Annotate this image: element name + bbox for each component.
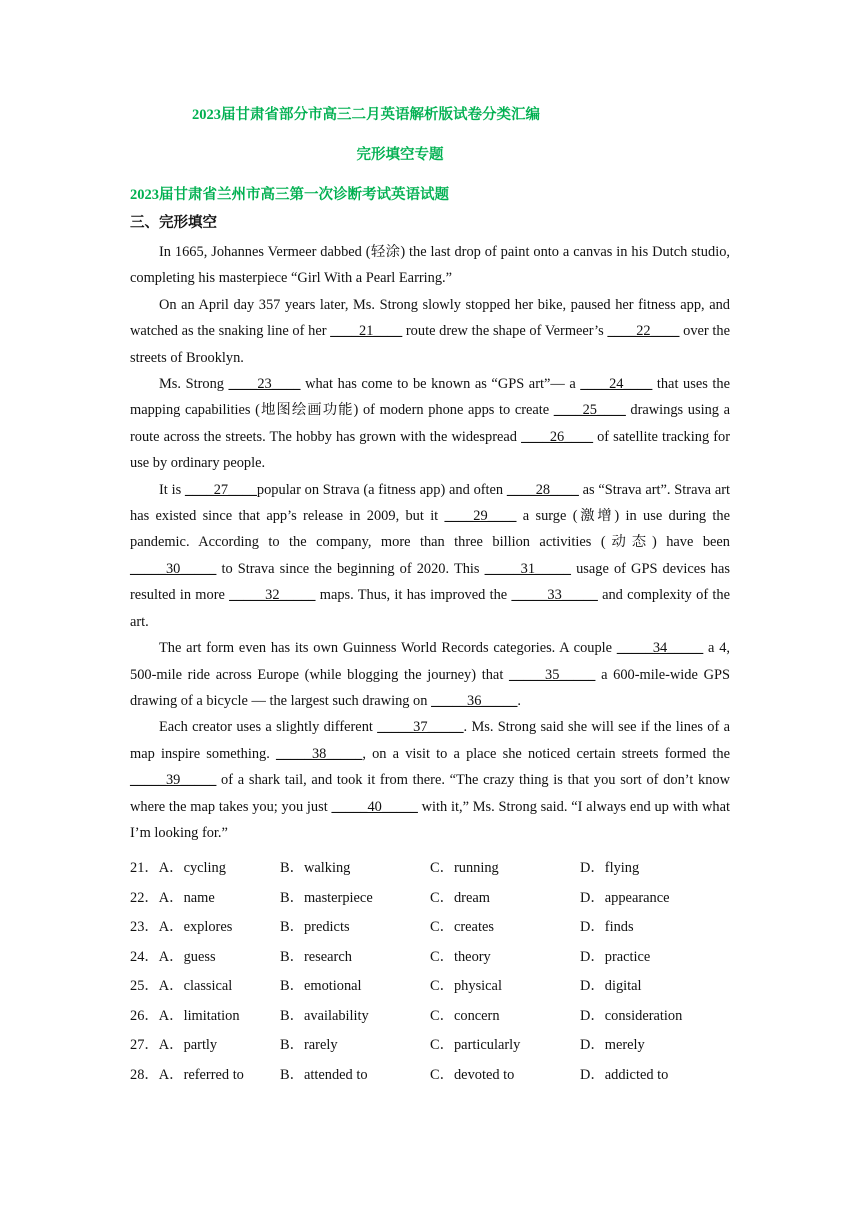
blank-29: ____29____ (444, 508, 517, 525)
blank-35: _____35_____ (509, 666, 596, 683)
option-c: C．running (430, 860, 499, 876)
option-b: B．predicts (280, 919, 350, 935)
question-row-22 (130, 884, 730, 914)
option-b: B．emotional (280, 978, 362, 994)
paragraph-text: . Ms. Strong said she will see if the lines of a map inspire something. (130, 719, 730, 762)
option-d: D．flying (580, 860, 640, 876)
blank-34: _____34_____ (616, 640, 704, 657)
paragraph-text: maps. Thus, it has improved the (315, 587, 512, 604)
question-row-23 (130, 913, 730, 943)
paragraph-text: On an April day 357 years later, Ms. Strong slowly stopped her bike, paused her fitness app, and watched as the snaking line of her (130, 296, 730, 340)
exam-title: 2023届甘肃省兰州市高三第一次诊断考试英语试题 (130, 187, 449, 203)
paragraph-text: route drew the shape of Vermeer’s (402, 323, 608, 340)
option-d: D．practice (580, 948, 651, 965)
option-b: B．availability (280, 1007, 369, 1024)
paragraph-text: of satellite tracking for use by ordinary people. (130, 428, 730, 472)
option-a: 28．A．referred to (130, 1066, 244, 1083)
question-row-27 (130, 1031, 730, 1061)
option-b: B．walking (280, 860, 351, 876)
blank-21: ____21____ (330, 323, 403, 340)
paragraph-text: what has come to be known as “GPS art”— a (300, 376, 581, 393)
blank-37: _____37_____ (377, 719, 464, 736)
option-a: 21．A．cycling (130, 860, 226, 876)
question-row-26 (130, 1002, 730, 1032)
blank-31: _____31_____ (484, 560, 571, 577)
topic-title-text: 完形填空专题 (356, 147, 444, 163)
paragraph-text: to Strava since the beginning of 2020. This (216, 560, 485, 577)
blank-26: ____26____ (521, 428, 594, 445)
question-row-24 (130, 943, 730, 973)
blank-38: _____38_____ (276, 745, 363, 762)
main-title: 2023届甘肃省部分市高三二月英语解析版试卷分类汇编 (192, 107, 540, 123)
paragraph-text: It is (159, 481, 185, 498)
blank-36: _____36_____ (431, 692, 518, 709)
option-d: D．finds (580, 919, 634, 935)
paragraph-6 (130, 714, 730, 846)
option-d: D．consideration (580, 1007, 683, 1024)
option-b: B．rarely (280, 1037, 338, 1053)
paragraph-text: as “Strava art”. Strava art has existed since that app’s release in 2009, but it (130, 481, 731, 525)
blank-40: _____40_____ (331, 798, 418, 815)
option-b: B．masterpiece (280, 889, 373, 906)
paragraph-text: a 4, 500-mile ride across Europe (while blogging the journey) that (130, 640, 730, 683)
paragraph-text: . (517, 692, 522, 709)
option-c: C．creates (430, 919, 494, 935)
option-a: 22．A．name (130, 889, 215, 906)
paragraph-text: Each creator uses a slightly different (159, 719, 378, 736)
paragraph-text: that uses the mapping capabilities (地图绘画功能) of modern phone apps to create (130, 376, 730, 419)
blank-24: ____24____ (580, 376, 653, 393)
option-c: C．dream (430, 889, 490, 906)
paragraph-1 (130, 239, 730, 292)
blank-22: ____22____ (607, 323, 680, 340)
paragraph-text: drawings using a route across the streets. The hobby has grown with the widespread (130, 402, 730, 445)
option-a: 24．A．guess (130, 948, 216, 965)
option-a: 26．A．limitation (130, 1007, 240, 1024)
option-c: C．particularly (430, 1037, 521, 1053)
question-row-25 (130, 972, 730, 1002)
option-a: 27．A．partly (130, 1037, 218, 1053)
question-row-21 (130, 854, 730, 884)
paragraph-text: The art form even has its own Guinness World Records categories. A couple (159, 640, 617, 657)
blank-33: _____33_____ (511, 587, 598, 604)
paragraph-text: with it,” Ms. Strong said. “I always end up with what I’m looking for.” (130, 798, 730, 841)
paragraph-5 (130, 635, 730, 714)
paragraph-4 (130, 477, 730, 635)
blank-27: ____27____ (184, 481, 257, 498)
paragraph-text: and complexity of the art. (130, 587, 730, 630)
option-b: B．research (280, 948, 352, 965)
blank-25: ____25____ (553, 402, 626, 419)
option-d: D．addicted to (580, 1066, 669, 1083)
option-a: 23．A．explores (130, 919, 233, 935)
answer-options (130, 854, 730, 1090)
paragraph-text: a surge (激增) in use during the pandemic. According to the company, more than three billion activities (动态) have been (130, 508, 730, 551)
topic-title (0, 143, 860, 164)
blank-32: _____32_____ (229, 587, 316, 604)
option-c: C．physical (430, 978, 502, 994)
paragraph-text: of a shark tail, and took it from there. “The crazy thing is that you sort of don’t know where the map takes you; you just (130, 772, 730, 815)
paragraph-3 (130, 371, 730, 477)
paragraph-text: a 600-mile-wide GPS drawing of a bicycle — the largest such drawing on (130, 666, 730, 709)
paragraph-text: In 1665, Johannes Vermeer dabbed (轻涂) the last drop of paint onto a canvas in his Dutch studio, completing his masterpiece “Girl With a Pearl Earring.” (130, 244, 730, 287)
option-a: 25．A．classical (130, 978, 233, 994)
option-c: C．concern (430, 1007, 500, 1024)
option-c: C．theory (430, 948, 491, 965)
option-d: D．digital (580, 978, 642, 994)
question-row-28 (130, 1061, 730, 1091)
passage (130, 239, 730, 846)
blank-28: ____28____ (506, 481, 579, 498)
blank-39: _____39_____ (130, 772, 217, 789)
paragraph-text: popular on Strava (a fitness app) and often (256, 481, 507, 498)
section-heading: 三、完形填空 (130, 215, 217, 231)
paragraph-text: , on a visit to a place she noticed certain streets formed the (362, 745, 731, 762)
paragraph-text: usage of GPS devices has resulted in more (130, 560, 730, 604)
paragraph-text: over the streets of Brooklyn. (130, 323, 730, 366)
blank-30: _____30_____ (130, 560, 217, 577)
paragraph-2 (130, 292, 730, 371)
option-b: B．attended to (280, 1066, 368, 1083)
blank-23: ____23____ (228, 376, 301, 393)
option-c: C．devoted to (430, 1066, 515, 1083)
option-d: D．merely (580, 1037, 645, 1053)
paragraph-text: Ms. Strong (159, 376, 229, 393)
option-d: D．appearance (580, 889, 670, 906)
